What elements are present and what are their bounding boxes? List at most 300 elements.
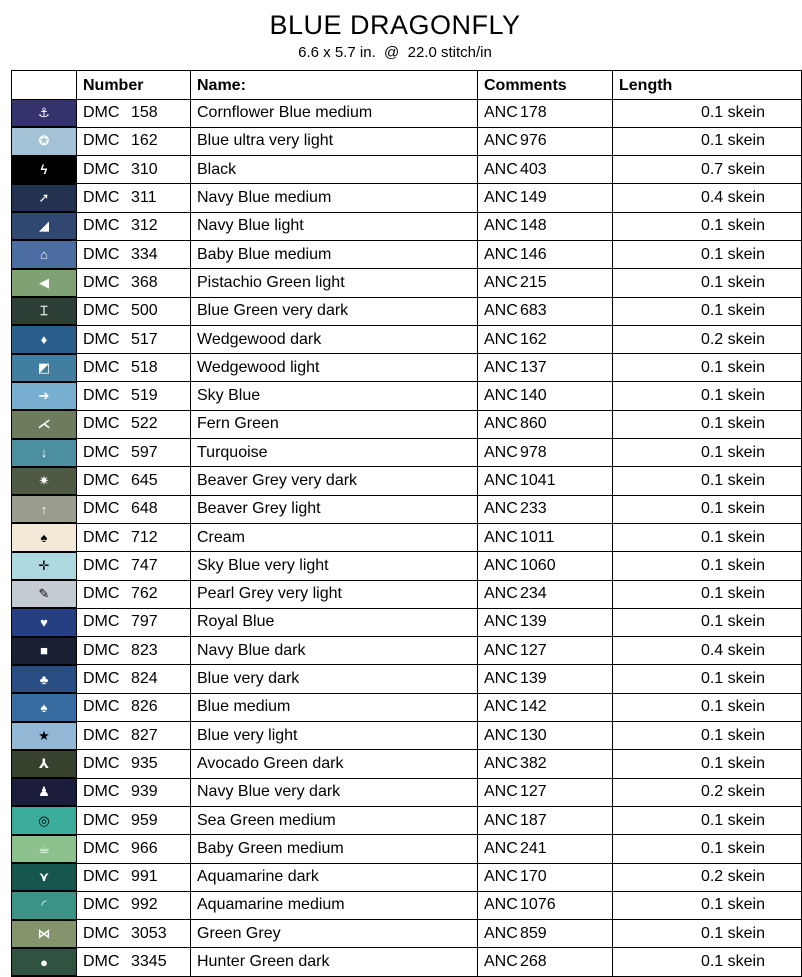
thread-number-cell [77,240,191,268]
thread-name: Navy Blue very dark [191,778,478,806]
comments-cell [478,637,613,665]
thread-brand: DMC [83,160,120,178]
table-row [12,410,802,438]
thread-brand: DMC [83,358,120,376]
thread-length: 0.1 skein [700,104,765,122]
thread-brand: DMC [83,783,120,801]
header-comments: Comments [478,71,613,100]
table-row [12,665,802,693]
length-cell [613,552,802,580]
color-swatch-symbol-icon [12,552,77,580]
anchor-brand: ANC [484,472,518,489]
thread-number-cell [77,156,191,184]
table-row [12,806,802,834]
length-cell [613,948,802,976]
thread-brand: DMC [83,726,120,744]
comments-cell [478,806,613,834]
thread-number: 518 [131,358,158,376]
thread-name: Blue ultra very light [191,127,478,155]
stitch-symbol: ● [40,954,48,970]
thread-length: 0.1 skein [700,415,765,433]
thread-number: 762 [131,585,158,603]
length-cell [613,410,802,438]
length-cell [613,693,802,721]
color-swatch-symbol-icon [12,439,77,467]
table-row [12,156,802,184]
thread-length: 0.7 skein [700,160,765,178]
anchor-number: 1041 [520,472,556,489]
anchor-brand: ANC [484,302,518,320]
stitch-symbol: ♦ [40,332,48,348]
table-row [12,835,802,863]
thread-name: Cream [191,523,478,551]
anchor-number: 148 [520,217,547,235]
comments-cell [478,778,613,806]
thread-brand: DMC [83,189,120,207]
thread-name: Wedgewood light [191,354,478,382]
anchor-brand: ANC [484,104,518,122]
length-cell [613,212,802,240]
comments-cell [478,835,613,863]
color-swatch-symbol-icon [12,891,77,919]
comments-cell [478,722,613,750]
comments-cell [478,382,613,410]
anchor-brand: ANC [484,132,518,150]
thread-length: 0.1 skein [700,670,765,688]
thread-number: 992 [131,896,158,914]
table-row [12,240,802,268]
thread-brand: DMC [83,811,120,829]
thread-brand: DMC [83,528,120,546]
length-cell [613,325,802,353]
anchor-number: 859 [520,924,547,942]
thread-number: 824 [131,670,158,688]
thread-name: Beaver Grey very dark [191,467,478,495]
thread-number: 334 [131,245,158,263]
thread-number: 826 [131,698,158,716]
comments-cell [478,552,613,580]
thread-number-cell [77,722,191,750]
thread-number: 991 [131,868,158,886]
table-row [12,495,802,523]
color-swatch-symbol-icon [12,100,77,128]
thread-number: 3053 [131,924,167,942]
length-cell [613,891,802,919]
thread-length: 0.1 skein [700,132,765,150]
anchor-brand: ANC [484,670,518,688]
anchor-number: 268 [520,953,547,971]
thread-number-cell [77,835,191,863]
length-cell [613,637,802,665]
anchor-number: 1060 [520,556,556,574]
length-cell [613,920,802,948]
thread-brand: DMC [83,953,120,971]
thread-name: Black [191,156,478,184]
thread-name: Baby Blue medium [191,240,478,268]
color-swatch-symbol-icon [12,523,77,551]
thread-name: Navy Blue dark [191,637,478,665]
length-cell [613,184,802,212]
length-cell [613,863,802,891]
thread-number-cell [77,100,191,128]
thread-number: 939 [131,783,158,801]
stitch-symbol: ◢ [39,218,49,234]
color-swatch-symbol-icon [12,212,77,240]
color-swatch-symbol-icon [12,722,77,750]
thread-name: Aquamarine medium [191,891,478,919]
thread-length: 0.2 skein [700,783,765,801]
thread-number-cell [77,608,191,636]
length-cell [613,495,802,523]
thread-length: 0.4 skein [700,641,765,659]
thread-brand: DMC [83,613,120,631]
thread-number: 3345 [131,953,167,971]
table-row [12,891,802,919]
thread-number-cell [77,891,191,919]
stitch-symbol: ✎ [38,586,50,602]
length-cell [613,297,802,325]
table-row [12,580,802,608]
length-cell [613,665,802,693]
thread-number: 368 [131,273,158,291]
stitch-symbol: ♠ [40,530,48,546]
anchor-brand: ANC [484,698,518,716]
thread-length: 0.1 skein [700,387,765,405]
color-swatch-symbol-icon [12,127,77,155]
table-row [12,552,802,580]
thread-number: 162 [131,132,158,150]
thread-number-cell [77,467,191,495]
thread-number: 648 [131,500,158,518]
stitch-symbol: ◜ [41,897,47,913]
table-row [12,354,802,382]
color-swatch-symbol-icon [12,382,77,410]
thread-brand: DMC [83,868,120,886]
color-swatch-symbol-icon [12,806,77,834]
length-cell [613,156,802,184]
thread-length: 0.1 skein [700,613,765,631]
color-swatch-symbol-icon [12,835,77,863]
anchor-number: 127 [520,783,547,801]
anchor-brand: ANC [484,415,518,433]
table-row [12,439,802,467]
thread-brand: DMC [83,245,120,263]
thread-brand: DMC [83,924,120,942]
thread-number-cell [77,382,191,410]
header-symbol [12,71,77,100]
thread-brand: DMC [83,896,120,914]
thread-brand: DMC [83,415,120,433]
thread-number: 519 [131,387,158,405]
thread-brand: DMC [83,472,120,489]
length-cell [613,835,802,863]
table-row [12,325,802,353]
color-swatch-symbol-icon [12,467,77,495]
anchor-number: 142 [520,698,547,716]
length-cell [613,127,802,155]
thread-number: 959 [131,811,158,829]
thread-number: 522 [131,415,158,433]
stitch-symbol: ⋎ [38,869,50,885]
thread-name: Avocado Green dark [191,750,478,778]
color-swatch-symbol-icon [12,863,77,891]
length-cell [613,467,802,495]
anchor-brand: ANC [484,217,518,235]
thread-number: 935 [131,754,158,772]
anchor-number: 146 [520,245,547,263]
comments-cell [478,920,613,948]
thread-number-cell [77,948,191,976]
anchor-number: 140 [520,387,547,405]
thread-name: Cornflower Blue medium [191,100,478,128]
stitch-symbol: ♥ [40,614,48,630]
thread-length: 0.2 skein [700,330,765,348]
anchor-brand: ANC [484,754,518,772]
color-swatch-symbol-icon [12,750,77,778]
comments-cell [478,750,613,778]
thread-length: 0.1 skein [700,726,765,744]
stitch-symbol: ♟ [38,784,50,800]
thread-name: Blue Green very dark [191,297,478,325]
thread-number-cell [77,523,191,551]
thread-number: 311 [131,189,157,207]
color-swatch-symbol-icon [12,778,77,806]
thread-number-cell [77,665,191,693]
stitch-symbol: ✷ [38,473,50,488]
stitch-symbol: ⚓ [38,105,50,121]
thread-name: Fern Green [191,410,478,438]
thread-length: 0.1 skein [700,217,765,235]
stitch-symbol: ✪ [38,133,50,149]
color-swatch-symbol-icon [12,580,77,608]
anchor-brand: ANC [484,924,518,942]
thread-number-cell [77,863,191,891]
thread-number: 500 [131,302,158,320]
comments-cell [478,608,613,636]
comments-cell [478,863,613,891]
color-swatch-symbol-icon [12,184,77,212]
thread-brand: DMC [83,443,120,461]
anchor-brand: ANC [484,160,518,178]
stitch-symbol: ■ [40,643,48,659]
thread-number: 312 [131,217,158,235]
thread-number: 797 [131,613,158,631]
anchor-number: 978 [520,443,547,461]
length-cell [613,354,802,382]
thread-brand: DMC [83,387,120,405]
thread-brand: DMC [83,670,120,688]
stitch-symbol: ➔ [38,388,50,404]
stitch-symbol: ➚ [38,190,50,206]
anchor-number: 139 [520,613,547,631]
color-swatch-symbol-icon [12,325,77,353]
comments-cell [478,269,613,297]
thread-name: Pearl Grey very light [191,580,478,608]
color-swatch-symbol-icon [12,920,77,948]
anchor-brand: ANC [484,613,518,631]
anchor-number: 170 [520,868,547,886]
length-cell [613,608,802,636]
color-swatch-symbol-icon [12,240,77,268]
thread-name: Turquoise [191,439,478,467]
thread-name: Blue very light [191,722,478,750]
thread-length: 0.1 skein [700,839,765,857]
table-row [12,750,802,778]
color-swatch-symbol-icon [12,156,77,184]
page-subtitle: 6.6 x 5.7 in. @ 22.0 stitch/in [298,44,492,61]
thread-length: 0.2 skein [700,868,765,886]
thread-number-cell [77,806,191,834]
anchor-brand: ANC [484,189,518,207]
table-row [12,863,802,891]
table-row [12,693,802,721]
thread-length: 0.1 skein [700,472,765,489]
thread-length: 0.1 skein [700,273,765,291]
header-number: Number [77,71,191,100]
length-cell [613,269,802,297]
thread-name: Royal Blue [191,608,478,636]
color-swatch-symbol-icon [12,269,77,297]
comments-cell [478,693,613,721]
thread-length: 0.1 skein [700,896,765,914]
color-swatch-symbol-icon [12,608,77,636]
thread-number-cell [77,410,191,438]
thread-number-cell [77,439,191,467]
length-cell [613,806,802,834]
table-header-row [12,71,802,100]
color-swatch-symbol-icon [12,410,77,438]
comments-cell [478,467,613,495]
thread-brand: DMC [83,104,120,122]
comments-cell [478,156,613,184]
header-name: Name: [191,71,478,100]
thread-number: 158 [131,104,158,122]
anchor-brand: ANC [484,330,518,348]
thread-brand: DMC [83,641,120,659]
stitch-symbol: ⅄ [39,755,49,771]
header-length: Length [613,71,802,100]
anchor-number: 127 [520,641,547,659]
thread-number-cell [77,920,191,948]
stitch-symbol: ⋌ [37,416,51,432]
thread-brand: DMC [83,698,120,716]
thread-number-cell [77,750,191,778]
thread-number-cell [77,552,191,580]
comments-cell [478,354,613,382]
thread-length: 0.1 skein [700,698,765,716]
thread-name: Green Grey [191,920,478,948]
anchor-brand: ANC [484,783,518,801]
thread-length: 0.1 skein [700,811,765,829]
stitch-symbol: ♠ [40,699,48,715]
thread-number: 966 [131,839,158,857]
table-row [12,523,802,551]
thread-number-cell [77,127,191,155]
comments-cell [478,891,613,919]
thread-brand: DMC [83,839,120,857]
thread-number: 823 [131,641,158,659]
thread-number: 712 [131,528,158,546]
anchor-number: 162 [520,330,547,348]
table-row [12,608,802,636]
table-body [12,100,802,977]
anchor-brand: ANC [484,387,518,405]
stitch-symbol: ☕ [38,840,50,856]
anchor-number: 403 [520,160,547,178]
table-row [12,297,802,325]
length-cell [613,100,802,128]
thread-name: Blue medium [191,693,478,721]
anchor-number: 149 [520,189,547,207]
anchor-number: 178 [520,104,547,122]
thread-brand: DMC [83,273,120,291]
thread-brand: DMC [83,330,120,348]
thread-number: 310 [131,160,158,178]
thread-brand: DMC [83,500,120,518]
table-row [12,269,802,297]
thread-brand: DMC [83,556,120,574]
thread-brand: DMC [83,302,120,320]
thread-table [11,70,802,977]
anchor-brand: ANC [484,245,518,263]
comments-cell [478,410,613,438]
thread-length: 0.1 skein [700,754,765,772]
color-swatch-symbol-icon [12,354,77,382]
thread-number-cell [77,269,191,297]
anchor-brand: ANC [484,868,518,886]
comments-cell [478,495,613,523]
comments-cell [478,325,613,353]
thread-number-cell [77,778,191,806]
anchor-brand: ANC [484,500,518,518]
stitch-symbol: ↓ [40,445,48,461]
thread-length: 0.1 skein [700,443,765,461]
thread-number: 597 [131,443,158,461]
table-row [12,722,802,750]
thread-brand: DMC [83,585,120,603]
anchor-brand: ANC [484,556,518,574]
table-row [12,467,802,495]
color-swatch-symbol-icon [12,693,77,721]
color-swatch-symbol-icon [12,637,77,665]
thread-number: 517 [131,330,158,348]
length-cell [613,580,802,608]
length-cell [613,382,802,410]
thread-name: Navy Blue light [191,212,478,240]
thread-table-container [11,70,765,971]
thread-name: Aquamarine dark [191,863,478,891]
thread-brand: DMC [83,132,120,150]
thread-name: Sky Blue [191,382,478,410]
thread-number-cell [77,325,191,353]
page-title: BLUE DRAGONFLY [269,10,521,40]
thread-name: Sea Green medium [191,806,478,834]
table-row [12,637,802,665]
anchor-number: 139 [520,670,547,688]
color-swatch-symbol-icon [12,297,77,325]
thread-brand: DMC [83,217,120,235]
anchor-number: 215 [520,273,547,291]
thread-number: 827 [131,726,158,744]
thread-name: Sky Blue very light [191,552,478,580]
thread-length: 0.4 skein [700,189,765,207]
comments-cell [478,580,613,608]
anchor-brand: ANC [484,896,518,914]
thread-number-cell [77,212,191,240]
thread-number-cell [77,184,191,212]
anchor-number: 241 [520,839,547,857]
table-row [12,212,802,240]
